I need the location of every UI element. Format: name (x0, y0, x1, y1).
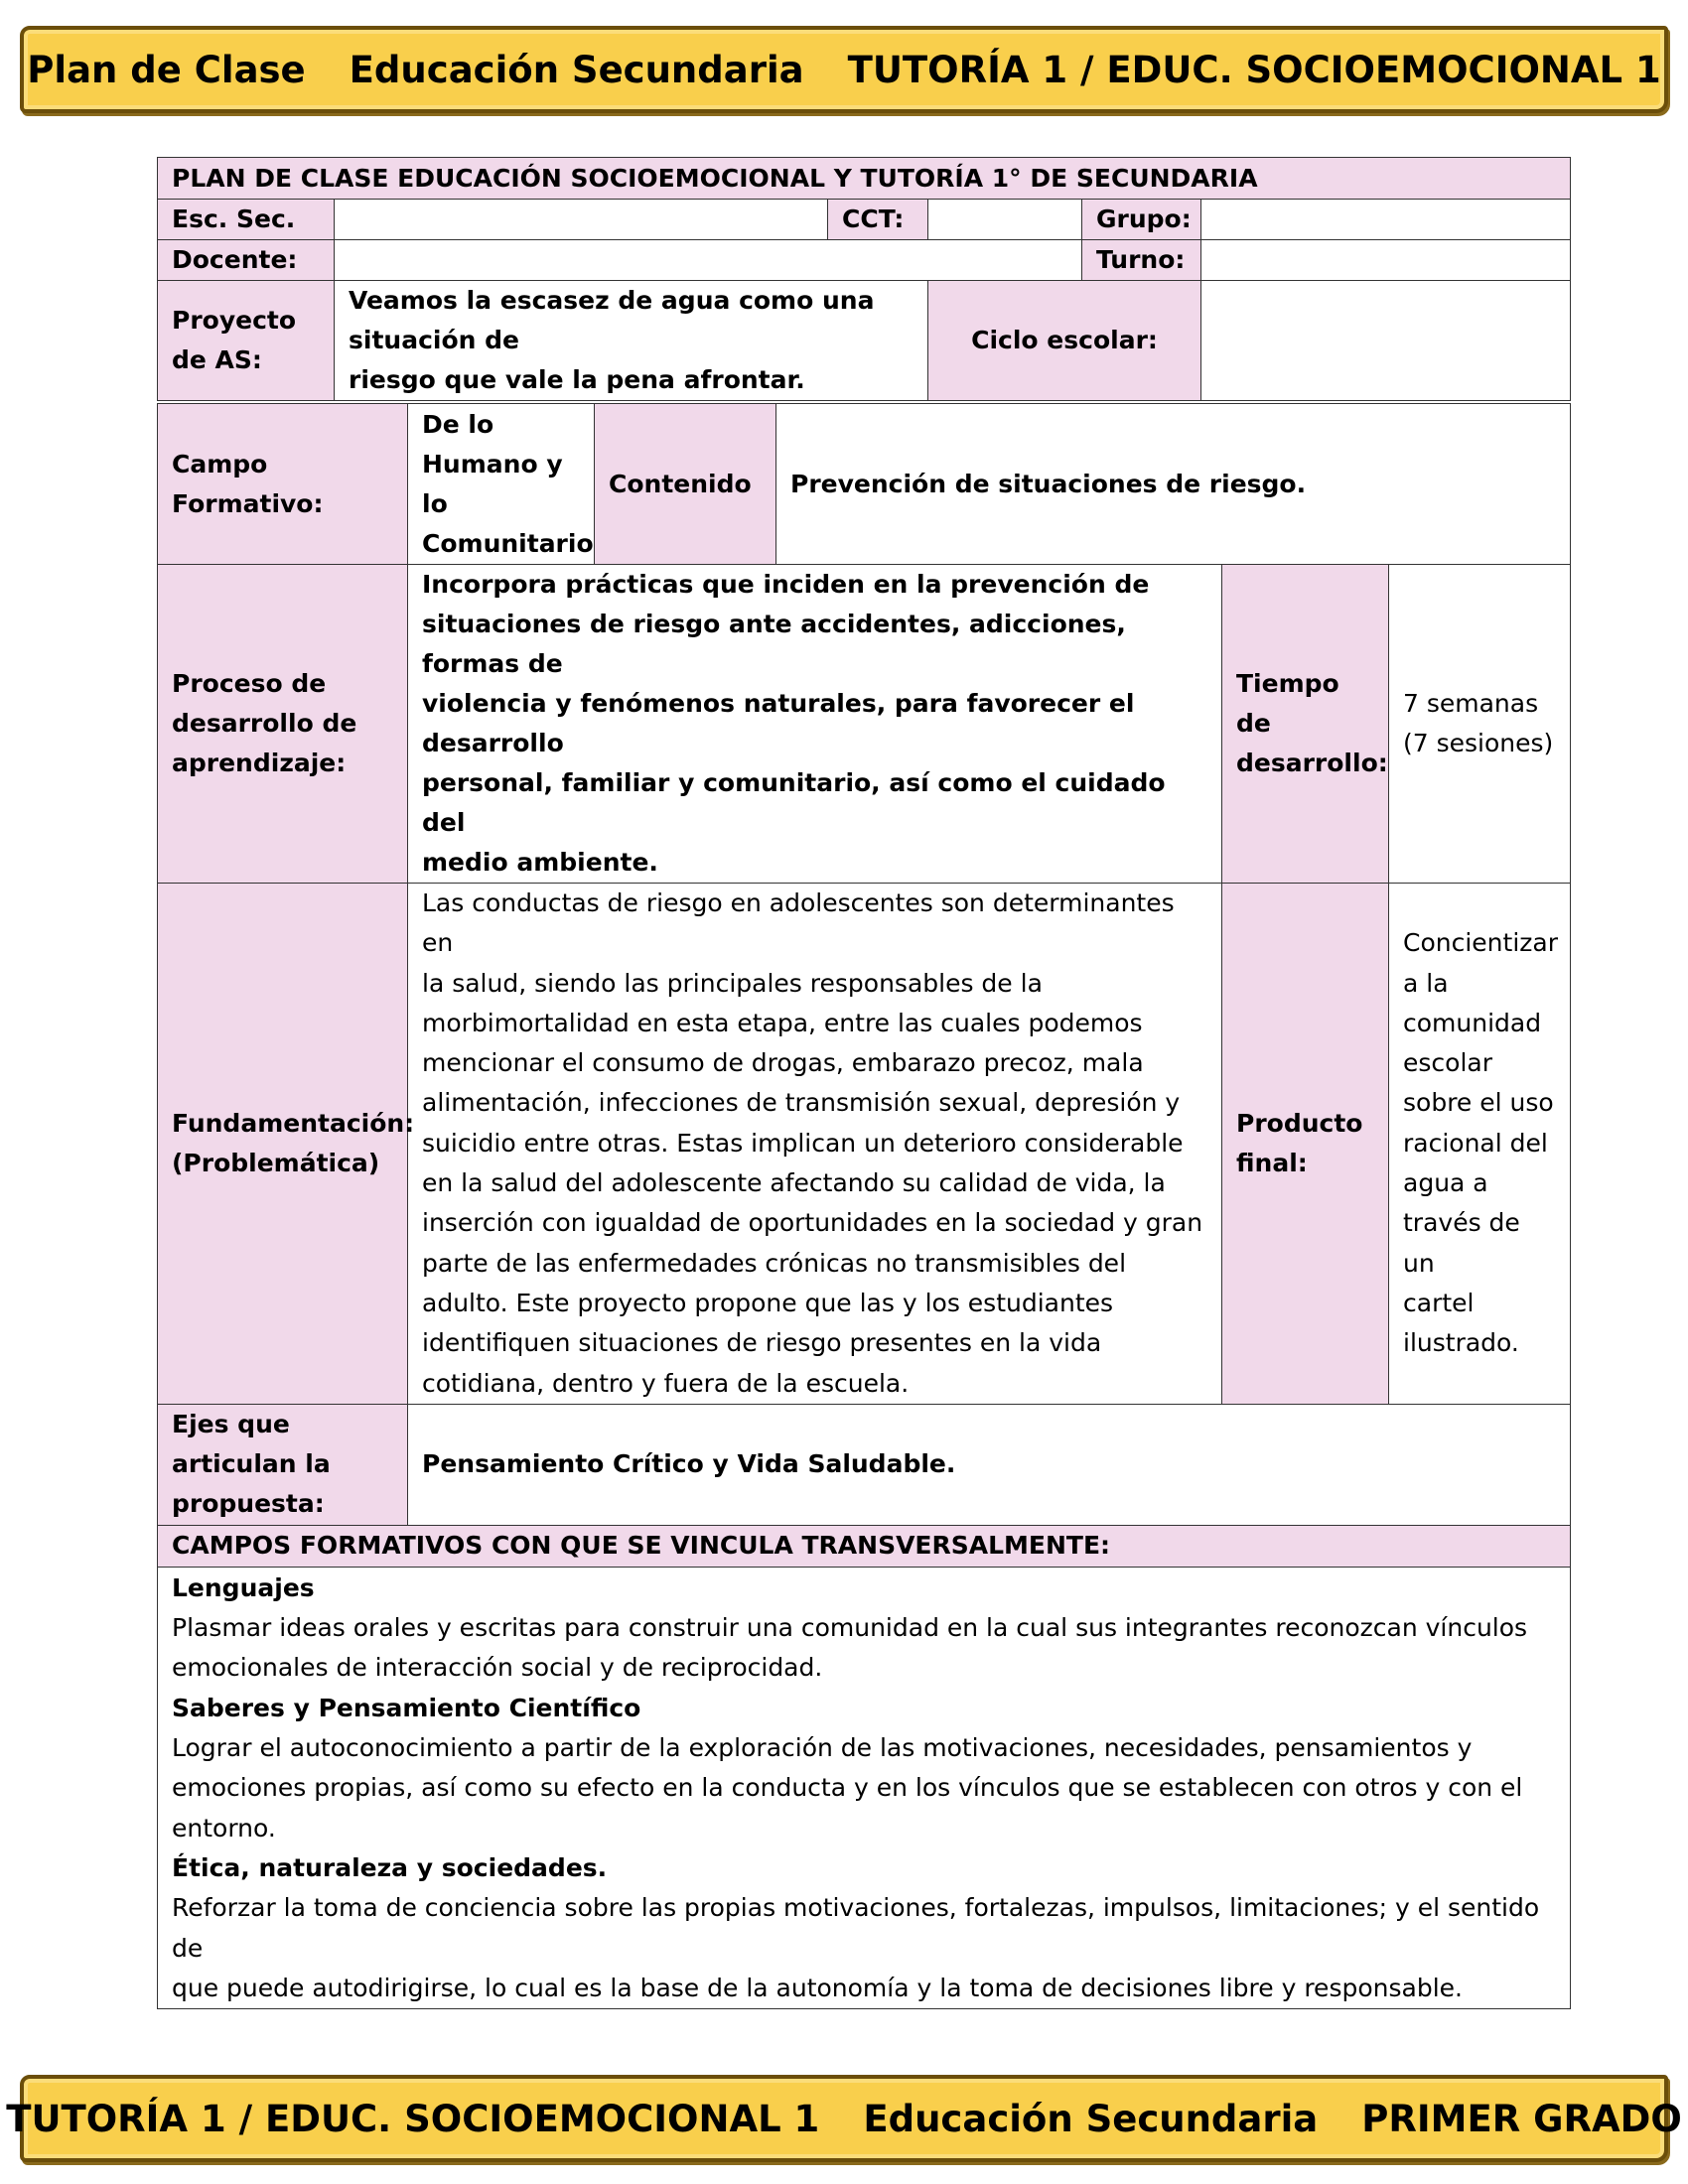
tiempo-label-line: Tiempo de (1236, 669, 1339, 738)
tiempo-value-line: (7 sesiones) (1403, 729, 1554, 757)
esc-sec-field[interactable] (335, 200, 828, 240)
producto-final-line: agua a (1403, 1168, 1488, 1198)
proceso-value-line: violencia y fenómenos naturales, para favorecer el desarrollo (422, 689, 1135, 757)
proyecto-value (335, 281, 928, 401)
fundamentacion-line: identifiquen situaciones de riesgo presentes en la vida (422, 1328, 1102, 1358)
campo-saberes-line: emociones propias, así como su efecto en la conducta y en los vínculos que se establecen con otros y con el (172, 1773, 1523, 1803)
fundamentacion-line: en la salud del adolescente afectando su calidad de vida, la (422, 1168, 1166, 1198)
info-table (157, 157, 1571, 401)
campo-etica-line: Reforzar la toma de conciencia sobre las propias motivaciones, fortalezas, impulsos, limitaciones; y el sentido de (172, 1893, 1540, 1963)
header-educacion-secundaria: Educación Secundaria (349, 48, 804, 91)
fundamentacion-line: alimentación, infecciones de transmisión sexual, depresión y (422, 1088, 1181, 1118)
campo-lenguajes-line: Plasmar ideas orales y escritas para construir una comunidad en la cual sus integrantes reconozcan vínculos (172, 1613, 1528, 1643)
campos-transversales-content (158, 1567, 1571, 2008)
grupo-label: Grupo: (1082, 200, 1201, 240)
fundamentacion-line: inserción con igualdad de oportunidades en la sociedad y gran (422, 1208, 1203, 1238)
producto-final-label-line: Producto (1236, 1108, 1363, 1138)
proceso-value-line: Incorpora prácticas que inciden en la prevención de (422, 570, 1150, 599)
ejes-value: Pensamiento Crítico y Vida Saludable. (408, 1404, 1571, 1525)
campo-formativo-value (408, 404, 595, 565)
cct-label: CCT: (828, 200, 928, 240)
contenido-label: Contenido (595, 404, 776, 565)
turno-label: Turno: (1082, 240, 1201, 281)
producto-final-line: cartel (1403, 1288, 1475, 1317)
campo-formativo-label (158, 404, 408, 565)
proyecto-label (158, 281, 335, 401)
fundamentacion-value (408, 884, 1222, 1405)
esc-sec-label: Esc. Sec. (158, 200, 335, 240)
ciclo-escolar-field[interactable] (1201, 281, 1571, 401)
ejes-label-line: articulan la (172, 1449, 331, 1479)
fundamentacion-line: cotidiana, dentro y fuera de la escuela. (422, 1368, 910, 1398)
proyecto-value-line-2: riesgo que vale la pena afrontar. (349, 365, 805, 394)
info-table-title: PLAN DE CLASE EDUCACIÓN SOCIOEMOCIONAL Y TUTORÍA 1° DE SECUNDARIA (158, 158, 1571, 200)
ejes-label (158, 1404, 408, 1525)
tiempo-label-line: desarrollo: (1236, 749, 1388, 777)
tiempo-value (1389, 565, 1571, 884)
proyecto-label-line-2: de AS: (172, 345, 262, 374)
producto-final-line: Concientizar (1403, 928, 1558, 958)
campos-transversales-header: CAMPOS FORMATIVOS CON QUE SE VINCULA TRANSVERSALMENTE: (158, 1525, 1571, 1567)
turno-field[interactable] (1201, 240, 1571, 281)
proceso-value-line: personal, familiar y comunitario, así como el cuidado del (422, 768, 1166, 837)
proceso-label (158, 565, 408, 884)
proceso-value-line: situaciones de riesgo ante accidentes, adicciones, formas de (422, 610, 1126, 678)
fundamentacion-line: mencionar el consumo de drogas, embarazo precoz, mala (422, 1048, 1144, 1078)
fundamentacion-label-line: Fundamentación: (172, 1108, 415, 1138)
tiempo-label (1222, 565, 1389, 884)
fundamentacion-line: la salud, siendo las principales responsables de la (422, 968, 1043, 998)
producto-final-line: comunidad (1403, 1008, 1542, 1037)
producto-final-line: sobre el uso (1403, 1088, 1554, 1118)
campo-lenguajes-line: emocionales de interacción social y de reciprocidad. (172, 1653, 823, 1683)
proceso-label-line: Proceso de (172, 669, 327, 698)
grupo-field[interactable] (1201, 200, 1571, 240)
producto-final-line: ilustrado. (1403, 1328, 1519, 1358)
footer-banner (6, 2075, 1682, 2162)
plan-table (157, 403, 1571, 2009)
producto-final-label-line: final: (1236, 1148, 1308, 1177)
producto-final-line: racional del (1403, 1128, 1548, 1158)
campo-formativo-value-line: Humano y (422, 449, 563, 478)
campo-formativo-value-line: lo (422, 488, 448, 518)
producto-final-value (1389, 884, 1571, 1405)
ejes-label-line: Ejes que (172, 1410, 290, 1439)
producto-final-label (1222, 884, 1389, 1405)
campo-formativo-label-line-2: Formativo: (172, 488, 324, 518)
proceso-value-line: medio ambiente. (422, 848, 658, 877)
proyecto-label-line-1: Proyecto (172, 306, 297, 335)
campo-etica-line: que puede autodirigirse, lo cual es la base de la autonomía y la toma de decisiones libre y responsable. (172, 1973, 1463, 2002)
producto-final-line: través de un (1403, 1208, 1520, 1278)
proceso-value (408, 565, 1222, 884)
docente-field[interactable] (335, 240, 1082, 281)
campo-saberes-title: Saberes y Pensamiento Científico (172, 1693, 641, 1722)
contenido-value: Prevención de situaciones de riesgo. (776, 404, 1571, 565)
tiempo-value-line: 7 semanas (1403, 689, 1539, 718)
campo-formativo-label-line-1: Campo (172, 449, 268, 478)
fundamentacion-line: suicidio entre otras. Estas implican un deterioro considerable (422, 1128, 1184, 1158)
campo-formativo-value-line: Comunitario (422, 528, 594, 558)
ejes-label-line: propuesta: (172, 1489, 325, 1519)
producto-final-line: a la (1403, 968, 1449, 998)
fundamentacion-label (158, 884, 415, 1405)
campo-etica-title: Ética, naturaleza y sociedades. (172, 1852, 608, 1882)
campo-lenguajes-title: Lenguajes (172, 1572, 315, 1602)
ciclo-escolar-label: Ciclo escolar: (928, 281, 1201, 401)
fundamentacion-line: Las conductas de riesgo en adolescentes son determinantes en (422, 888, 1175, 958)
proceso-label-line: desarrollo de (172, 709, 357, 738)
fundamentacion-line: parte de las enfermedades crónicas no transmisibles del (422, 1248, 1127, 1278)
fundamentacion-line: morbimortalidad en esta etapa, entre las cuales podemos (422, 1008, 1143, 1037)
footer-subject: TUTORÍA 1 / EDUC. SOCIOEMOCIONAL 1 (6, 2097, 820, 2140)
header-subject: TUTORÍA 1 / EDUC. SOCIOEMOCIONAL 1 (847, 48, 1661, 91)
header-plan-de-clase: Plan de Clase (27, 48, 306, 91)
campo-formativo-value-line: De lo (422, 409, 494, 439)
cct-field[interactable] (928, 200, 1082, 240)
proyecto-value-line-1: Veamos la escasez de agua como una situación de (349, 286, 875, 354)
fundamentacion-line: adulto. Este proyecto propone que las y los estudiantes (422, 1288, 1114, 1317)
header-banner (20, 26, 1668, 113)
proceso-label-line: aprendizaje: (172, 749, 347, 777)
footer-grado: PRIMER GRADO (1361, 2097, 1682, 2140)
footer-educacion-secundaria: Educación Secundaria (863, 2097, 1319, 2140)
producto-final-line: escolar (1403, 1048, 1492, 1078)
docente-label: Docente: (158, 240, 335, 281)
fundamentacion-label-line: (Problemática) (172, 1148, 380, 1177)
campo-saberes-line: entorno. (172, 1813, 276, 1843)
campo-saberes-line: Lograr el autoconocimiento a partir de la exploración de las motivaciones, necesidades, pensamientos y (172, 1733, 1473, 1763)
